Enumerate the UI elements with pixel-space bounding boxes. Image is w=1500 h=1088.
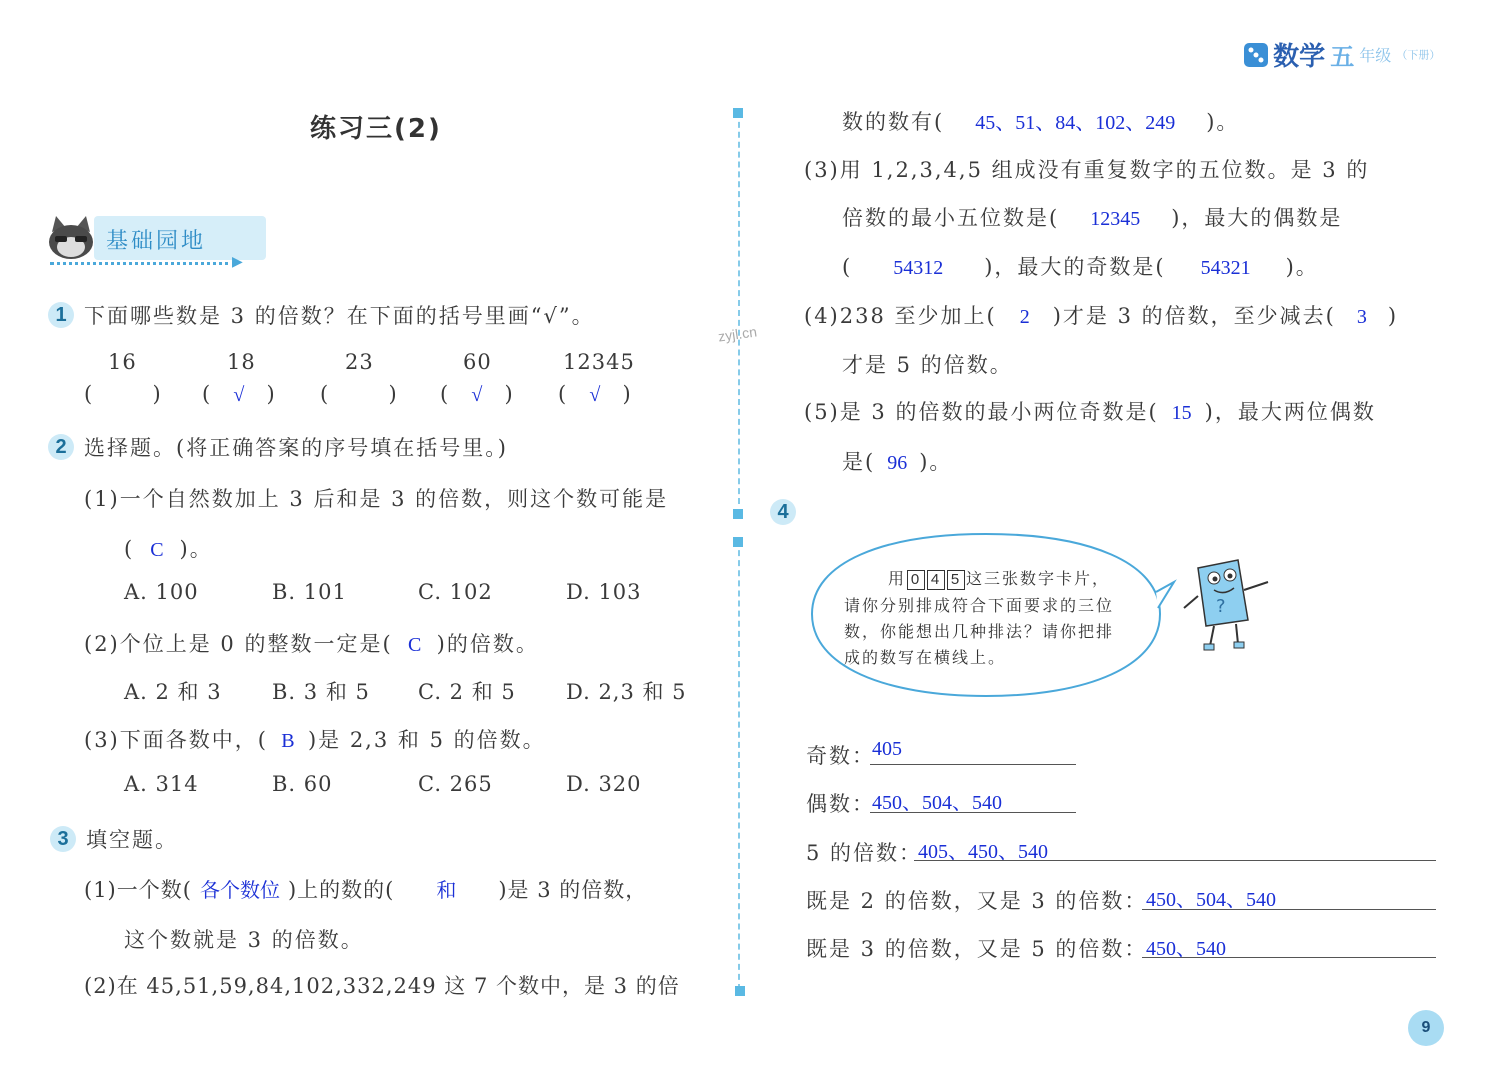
center-divider-bottom bbox=[738, 540, 740, 990]
brand-grade: 五 bbox=[1330, 42, 1355, 71]
q2-number-badge: 2 bbox=[48, 434, 74, 460]
row-mult23-label: 既是 2 的倍数，又是 3 的倍数： bbox=[806, 889, 1148, 913]
q2-s2-option: C. 2 和 5 bbox=[418, 680, 516, 704]
row-mult5-underline bbox=[914, 860, 1436, 861]
q2-s1-option: A. 100 bbox=[124, 580, 199, 604]
s3-answer3[interactable]: 54321 bbox=[1200, 257, 1251, 279]
q1-answer-box[interactable]: ( √ ) bbox=[202, 382, 276, 406]
q1-answer: √ bbox=[233, 384, 245, 406]
s4-answer1[interactable]: 2 bbox=[1019, 306, 1030, 328]
q2-s3-option: B. 60 bbox=[272, 772, 333, 796]
bubble-text-line2: 请你分别排成符合下面要求的三位 bbox=[844, 596, 1115, 615]
brand-volume: （下册） bbox=[1396, 48, 1441, 62]
q1-number: 60 bbox=[463, 350, 492, 374]
digit-card: 5 bbox=[947, 570, 965, 590]
brand-subject: 数学 bbox=[1273, 42, 1326, 72]
q1-prompt: 下面哪些数是 3 的倍数？在下面的括号里画“√”。 bbox=[84, 304, 595, 328]
q2-s3-answer[interactable]: B bbox=[281, 730, 295, 752]
q2-s3-line: (3)下面各数中，( B )是 2,3 和 5 的倍数。 bbox=[84, 728, 546, 752]
s4-answer2[interactable]: 3 bbox=[1356, 306, 1367, 328]
q2-s1-answer-box[interactable]: ( C )。 bbox=[124, 537, 213, 561]
s5-answer2[interactable]: 96 bbox=[887, 452, 908, 474]
row-even-answer[interactable]: 450、504、540 bbox=[872, 792, 1002, 814]
q1-answer-box[interactable]: ( ) bbox=[320, 382, 398, 406]
s3-line3: ( 54312 )，最大的奇数是( 54321 )。 bbox=[842, 255, 1319, 279]
bubble-text-line4: 成的数写在横线上。 bbox=[844, 648, 1007, 667]
q3-s1-line: (1)一个数( 各个数位 )上的数的( 和 )是 3 的倍数， bbox=[84, 874, 647, 904]
q2-s2-option: A. 2 和 3 bbox=[124, 680, 222, 704]
q2-prompt: 选择题。(将正确答案的序号填在括号里。) bbox=[84, 436, 508, 460]
arrow-right-icon: ▶ bbox=[232, 254, 243, 270]
q3-number-badge: 3 bbox=[50, 826, 76, 852]
q1-number-badge: 1 bbox=[48, 302, 74, 328]
q2-s2-option: D. 2,3 和 5 bbox=[566, 680, 687, 704]
q1-answer-box[interactable]: ( √ ) bbox=[558, 382, 632, 406]
s4-line1: (4)238 至少加上( 2 )才是 3 的倍数，至少减去( 3 ) bbox=[804, 304, 1399, 328]
row-mult35-underline bbox=[1142, 957, 1436, 958]
bubble-text-line3: 数，你能想出几种排法？请你把排 bbox=[844, 622, 1115, 641]
s5-line2: 是( 96 )。 bbox=[842, 450, 953, 474]
q2-s1-option: C. 102 bbox=[418, 580, 493, 604]
row-mult23-answer[interactable]: 450、504、540 bbox=[1146, 889, 1276, 911]
row-mult35-label: 既是 3 的倍数，又是 5 的倍数： bbox=[806, 937, 1148, 961]
watermark: zyjl.cn bbox=[717, 323, 758, 345]
row-even-label: 偶数： bbox=[806, 792, 875, 816]
page-number: 9 bbox=[1408, 1010, 1444, 1046]
s3-answer2[interactable]: 54312 bbox=[893, 257, 944, 279]
q2-s2-answer[interactable]: C bbox=[407, 634, 422, 656]
header-brand bbox=[1244, 36, 1441, 72]
s4-line2: 才是 5 的倍数。 bbox=[842, 353, 1013, 377]
q3-s1-answer1[interactable]: 各个数位 bbox=[199, 880, 280, 902]
r1-answer[interactable]: 45、51、84、102、249 bbox=[975, 112, 1176, 134]
q3-s1-answer2[interactable]: 和 bbox=[436, 880, 457, 902]
brand-grade-suffix: 年级 bbox=[1359, 46, 1392, 65]
s3-line1: (3)用 1,2,3,4,5 组成没有重复数字的五位数。是 3 的 bbox=[804, 158, 1370, 182]
q3-s1-line2: 这个数就是 3 的倍数。 bbox=[124, 928, 364, 952]
divider-marker bbox=[735, 986, 745, 996]
mascot-cat-icon bbox=[46, 214, 96, 262]
row-odd-answer[interactable]: 405 bbox=[872, 738, 902, 760]
q2-s2-line: (2)个位上是 0 的整数一定是( C )的倍数。 bbox=[84, 632, 539, 656]
q1-answer: √ bbox=[589, 384, 601, 406]
bubble-text-line1: 用 0 4 5 这三张数字卡片， bbox=[888, 569, 1111, 588]
q1-number: 12345 bbox=[563, 350, 635, 374]
row-mult23-underline bbox=[1142, 909, 1436, 910]
center-divider-top bbox=[738, 112, 740, 504]
digit-card: 4 bbox=[927, 570, 945, 590]
divider-marker bbox=[733, 108, 743, 118]
section-label-text: 基础园地 bbox=[106, 229, 207, 254]
q1-number: 16 bbox=[108, 350, 137, 374]
row-even-underline bbox=[870, 812, 1076, 813]
q1-answer-box[interactable]: ( ) bbox=[84, 382, 162, 406]
s5-answer1[interactable]: 15 bbox=[1171, 402, 1192, 424]
q1-answer: √ bbox=[471, 384, 483, 406]
digit-card: 0 bbox=[907, 570, 925, 590]
q1-answer-box[interactable]: ( √ ) bbox=[440, 382, 514, 406]
speech-bubble bbox=[808, 528, 1178, 708]
page-title: 练习三(2) bbox=[310, 114, 442, 144]
section-label bbox=[46, 212, 246, 272]
section-label-dotline bbox=[50, 262, 236, 265]
row-mult5-label: 5 的倍数： bbox=[806, 841, 923, 865]
row-mult5-answer[interactable]: 405、450、540 bbox=[918, 841, 1048, 863]
q1-number: 23 bbox=[345, 350, 374, 374]
divider-marker bbox=[733, 537, 743, 547]
q2-s3-option: D. 320 bbox=[566, 772, 642, 796]
q4-number-badge: 4 bbox=[770, 499, 796, 525]
q2-s2-option: B. 3 和 5 bbox=[272, 680, 370, 704]
row-mult35-answer[interactable]: 450、540 bbox=[1146, 938, 1226, 960]
s3-line2: 倍数的最小五位数是( 12345 )，最大的偶数是 bbox=[842, 206, 1343, 230]
q2-s1-option: B. 101 bbox=[272, 580, 347, 604]
svg-text:?: ? bbox=[1216, 596, 1226, 617]
s3-answer1[interactable]: 12345 bbox=[1090, 208, 1141, 230]
r-line1: 数的数有( 45、51、84、102、249 )。 bbox=[842, 106, 1239, 136]
q2-s1-option: D. 103 bbox=[566, 580, 642, 604]
s5-line1: (5)是 3 的倍数的最小两位奇数是( 15 )，最大两位偶数 bbox=[804, 400, 1376, 424]
q1-number: 18 bbox=[227, 350, 256, 374]
divider-marker bbox=[733, 509, 743, 519]
q2-s1-answer: C bbox=[150, 539, 164, 561]
q2-s1-text: (1)一个自然数加上 3 后和是 3 的倍数，则这个数可能是 bbox=[84, 487, 669, 511]
row-odd-label: 奇数： bbox=[806, 744, 875, 768]
q3-prompt: 填空题。 bbox=[86, 828, 178, 852]
row-odd-underline bbox=[870, 764, 1076, 765]
dice-icon bbox=[1244, 43, 1268, 67]
mascot-robot-icon bbox=[1178, 556, 1278, 656]
q2-s3-option: C. 265 bbox=[418, 772, 493, 796]
q3-s2-line: (2)在 45,51,59,84,102,332,249 这 7 个数中，是 3 的倍 bbox=[84, 974, 680, 998]
q2-s3-option: A. 314 bbox=[124, 772, 199, 796]
